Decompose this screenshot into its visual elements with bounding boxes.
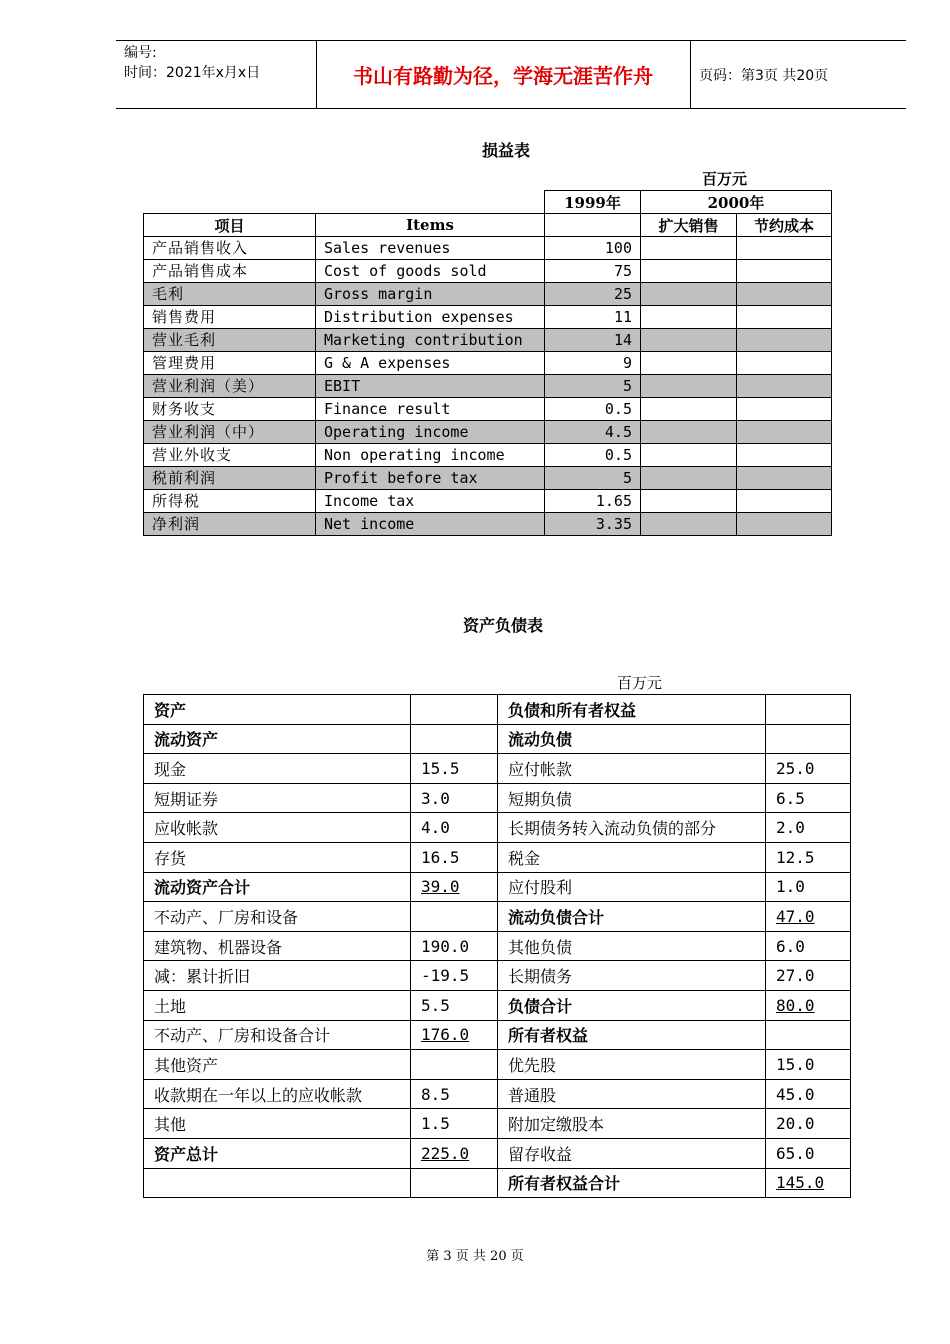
liability-value-cell: [766, 1109, 851, 1139]
asset-label-cell: [144, 961, 411, 991]
value-1999-cell: 5: [545, 375, 641, 398]
table-row: [144, 931, 851, 961]
table-row: [144, 260, 832, 283]
asset-label-cell-text: 不动产、厂房和设备合计: [154, 1026, 331, 1046]
item-cn-cell: 营业外收支: [144, 444, 316, 467]
value-1999-cell: 75: [545, 260, 641, 283]
income-column-header-row: [144, 214, 832, 237]
save-cost-cell: [737, 398, 832, 421]
table-row: [144, 783, 851, 813]
value-1999-cell: 25: [545, 283, 641, 306]
save-cost-cell: [737, 283, 832, 306]
asset-label-cell-text: 流动资产: [154, 730, 219, 750]
table-row: [144, 724, 851, 754]
save-cost-cell: [737, 260, 832, 283]
liability-value-cell: [766, 1138, 851, 1168]
expand-sales-cell: [641, 329, 737, 352]
expand-sales-cell: [641, 490, 737, 513]
asset-value-cell: [411, 695, 498, 725]
value-1999-cell: 14: [545, 329, 641, 352]
liability-label-cell: [498, 961, 766, 991]
asset-label-cell: [144, 902, 411, 932]
table-row: [144, 306, 832, 329]
value-1999-cell: 0.5: [545, 398, 641, 421]
year-2000-header: 2000年: [641, 191, 832, 214]
asset-label-cell-text: 建筑物、机器设备: [154, 937, 283, 957]
asset-value-cell-text: -19.5: [421, 966, 470, 986]
asset-value-cell: [411, 961, 498, 991]
asset-value-cell: [411, 724, 498, 754]
table-row: [144, 283, 832, 306]
liability-value-cell: [766, 990, 851, 1020]
balance-rows: [144, 695, 851, 1198]
table-row: [144, 961, 851, 991]
asset-value-cell: [411, 990, 498, 1020]
item-en-cell: Profit before tax: [316, 467, 545, 490]
asset-label-cell-text: 减：累计折旧: [154, 967, 251, 987]
save-cost-cell: [737, 375, 832, 398]
income-statement-table: [143, 190, 832, 536]
liability-value-cell: [766, 1079, 851, 1109]
liability-label-cell-text: 应付帐款: [508, 759, 573, 779]
asset-label-cell-text: 不动产、厂房和设备: [154, 907, 299, 927]
asset-value-cell: [411, 1079, 498, 1109]
liability-value-cell-text: 27.0: [776, 966, 815, 986]
save-cost-cell: [737, 444, 832, 467]
header-divider: [690, 41, 691, 108]
item-cn-cell: 产品销售收入: [144, 237, 316, 260]
value-1999-cell: 0.5: [545, 444, 641, 467]
liability-label-cell: [498, 724, 766, 754]
number-label: 编号:: [124, 45, 157, 61]
asset-value-cell-text: 1.5: [421, 1114, 450, 1134]
expand-sales-cell: [641, 260, 737, 283]
balance-unit: 百万元: [617, 674, 663, 692]
liability-value-cell: [766, 842, 851, 872]
asset-label-cell: [144, 990, 411, 1020]
time-label: 时间：2021年x月x日: [124, 65, 261, 81]
item-en-cell: EBIT: [316, 375, 545, 398]
table-row: [144, 237, 832, 260]
asset-value-cell-text: 176.0: [421, 1025, 470, 1045]
asset-value-cell-text: 3.0: [421, 788, 450, 808]
liability-label-cell: [498, 990, 766, 1020]
liability-value-cell-text: 1.0: [776, 877, 805, 897]
expand-sales-cell: [641, 513, 737, 536]
liability-value-cell-text: 12.5: [776, 847, 815, 867]
asset-label-cell: [144, 872, 411, 902]
table-row: [144, 754, 851, 784]
liability-value-cell-text: 45.0: [776, 1084, 815, 1104]
liability-value-cell-text: 47.0: [776, 906, 815, 926]
item-en-cell: Operating income: [316, 421, 545, 444]
col-item-en: Items: [316, 214, 545, 237]
liability-value-cell: [766, 961, 851, 991]
col-1999-value: [545, 214, 641, 237]
liability-value-cell: [766, 872, 851, 902]
asset-value-cell: [411, 872, 498, 902]
liability-label-cell-text: 流动负债合计: [508, 907, 605, 927]
liability-label-cell: [498, 813, 766, 843]
asset-value-cell: [411, 783, 498, 813]
header-meta: [124, 43, 260, 83]
col-expand-sales: 扩大销售: [641, 214, 737, 237]
liability-value-cell: [766, 783, 851, 813]
table-row: [144, 1020, 851, 1050]
liability-label-cell-text: 优先股: [508, 1055, 557, 1075]
item-cn-cell: 产品销售成本: [144, 260, 316, 283]
liability-value-cell-text: 145.0: [776, 1173, 825, 1193]
table-row: [144, 1050, 851, 1080]
liability-value-cell: [766, 724, 851, 754]
asset-value-cell: [411, 1050, 498, 1080]
liability-value-cell-text: 65.0: [776, 1143, 815, 1163]
table-row: [144, 1079, 851, 1109]
asset-label-cell: [144, 754, 411, 784]
page-header: [116, 40, 906, 109]
asset-value-cell: [411, 1020, 498, 1050]
liability-value-cell: [766, 1168, 851, 1198]
liability-label-cell: [498, 1168, 766, 1198]
liability-label-cell: [498, 842, 766, 872]
asset-label-cell-text: 资产: [154, 700, 187, 720]
expand-sales-cell: [641, 375, 737, 398]
liability-label-cell-text: 应付股利: [508, 878, 573, 898]
table-row: [144, 1138, 851, 1168]
liability-label-cell: [498, 754, 766, 784]
page-footer: 第 3 页 共 20 页: [426, 1249, 524, 1264]
header-motto: 书山有路勤为径，学海无涯苦作舟: [353, 64, 653, 88]
liability-label-cell: [498, 872, 766, 902]
asset-label-cell: [144, 813, 411, 843]
asset-label-cell: [144, 1138, 411, 1168]
item-en-cell: Distribution expenses: [316, 306, 545, 329]
liability-label-cell-text: 负债和所有者权益: [508, 700, 637, 720]
item-en-cell: Income tax: [316, 490, 545, 513]
asset-value-cell: [411, 1168, 498, 1198]
save-cost-cell: [737, 467, 832, 490]
liability-label-cell-text: 普通股: [508, 1085, 557, 1105]
expand-sales-cell: [641, 421, 737, 444]
asset-value-cell-text: 8.5: [421, 1084, 450, 1104]
table-row: [144, 398, 832, 421]
asset-label-cell: [144, 783, 411, 813]
asset-label-cell: [144, 724, 411, 754]
year-1999-header: 1999年: [545, 191, 641, 214]
asset-label-cell-text: 存货: [154, 848, 187, 868]
asset-label-cell: [144, 695, 411, 725]
asset-value-cell-text: 4.0: [421, 818, 450, 838]
liability-value-cell: [766, 695, 851, 725]
income-unit: 百万元: [702, 170, 748, 188]
asset-label-cell: [144, 931, 411, 961]
balance-sheet-table: [143, 694, 851, 1198]
liability-value-cell: [766, 1050, 851, 1080]
asset-label-cell-text: 现金: [154, 759, 187, 779]
value-1999-cell: 11: [545, 306, 641, 329]
asset-label-cell-text: 收款期在一年以上的应收帐款: [154, 1085, 363, 1105]
asset-label-cell-text: 资产总计: [154, 1144, 219, 1164]
expand-sales-cell: [641, 237, 737, 260]
asset-value-cell: [411, 902, 498, 932]
asset-value-cell-text: 16.5: [421, 847, 460, 867]
item-cn-cell: 财务收支: [144, 398, 316, 421]
liability-label-cell-text: 其他负债: [508, 937, 573, 957]
asset-value-cell: [411, 813, 498, 843]
item-cn-cell: 税前利润: [144, 467, 316, 490]
item-cn-cell: 管理费用: [144, 352, 316, 375]
table-row: [144, 467, 832, 490]
value-1999-cell: 5: [545, 467, 641, 490]
asset-label-cell-text: 其他: [154, 1115, 187, 1135]
save-cost-cell: [737, 237, 832, 260]
table-row: [144, 490, 832, 513]
balance-title: 资产负债表: [463, 616, 544, 635]
table-row: [144, 375, 832, 398]
item-cn-cell: 营业利润（美）: [144, 375, 316, 398]
value-1999-cell: 1.65: [545, 490, 641, 513]
item-cn-cell: 毛利: [144, 283, 316, 306]
liability-value-cell-text: 2.0: [776, 818, 805, 838]
save-cost-cell: [737, 490, 832, 513]
asset-value-cell-text: 225.0: [421, 1143, 470, 1163]
table-row: [144, 421, 832, 444]
value-1999-cell: 100: [545, 237, 641, 260]
save-cost-cell: [737, 352, 832, 375]
liability-label-cell: [498, 783, 766, 813]
asset-label-cell: [144, 1168, 411, 1198]
save-cost-cell: [737, 329, 832, 352]
asset-label-cell: [144, 1109, 411, 1139]
value-1999-cell: 3.35: [545, 513, 641, 536]
liability-label-cell: [498, 931, 766, 961]
asset-label-cell-text: 流动资产合计: [154, 878, 251, 898]
liability-label-cell-text: 所有者权益: [508, 1026, 589, 1046]
asset-value-cell-text: 15.5: [421, 758, 460, 778]
item-cn-cell: 所得税: [144, 490, 316, 513]
liability-value-cell: [766, 754, 851, 784]
liability-label-cell-text: 附加定缴股本: [508, 1115, 605, 1135]
item-en-cell: Net income: [316, 513, 545, 536]
asset-label-cell-text: 土地: [154, 996, 187, 1016]
liability-label-cell-text: 短期负债: [508, 789, 573, 809]
table-row: [144, 352, 832, 375]
income-rows: [144, 237, 832, 536]
asset-label-cell-text: 应收帐款: [154, 819, 219, 839]
liability-label-cell: [498, 1050, 766, 1080]
asset-value-cell-text: 190.0: [421, 936, 470, 956]
liability-value-cell-text: 80.0: [776, 995, 815, 1015]
expand-sales-cell: [641, 444, 737, 467]
item-en-cell: Cost of goods sold: [316, 260, 545, 283]
asset-label-cell-text: 短期证券: [154, 789, 219, 809]
liability-label-cell: [498, 1020, 766, 1050]
asset-label-cell: [144, 1079, 411, 1109]
col-item-cn: 项目: [144, 214, 316, 237]
item-en-cell: Finance result: [316, 398, 545, 421]
item-en-cell: Non operating income: [316, 444, 545, 467]
value-1999-cell: 9: [545, 352, 641, 375]
expand-sales-cell: [641, 306, 737, 329]
liability-value-cell: [766, 813, 851, 843]
liability-value-cell: [766, 931, 851, 961]
asset-value-cell: [411, 1138, 498, 1168]
item-en-cell: Gross margin: [316, 283, 545, 306]
asset-value-cell: [411, 1109, 498, 1139]
table-row: [144, 842, 851, 872]
asset-value-cell: [411, 931, 498, 961]
table-row: [144, 513, 832, 536]
item-en-cell: G & A expenses: [316, 352, 545, 375]
liability-value-cell: [766, 902, 851, 932]
col-save-cost: 节约成本: [737, 214, 832, 237]
liability-value-cell-text: 6.5: [776, 788, 805, 808]
asset-value-cell-text: 5.5: [421, 995, 450, 1015]
table-row: [144, 329, 832, 352]
liability-label-cell-text: 长期债务转入流动负债的部分: [508, 819, 717, 839]
page-number-label: 页码：第3页 共20页: [699, 67, 829, 84]
asset-label-cell-text: 其他资产: [154, 1055, 219, 1075]
table-row: [144, 990, 851, 1020]
liability-label-cell-text: 长期债务: [508, 967, 573, 987]
liability-value-cell-text: 20.0: [776, 1114, 815, 1134]
asset-value-cell-text: 39.0: [421, 877, 460, 897]
table-row: [144, 444, 832, 467]
table-row: [144, 872, 851, 902]
item-cn-cell: 净利润: [144, 513, 316, 536]
expand-sales-cell: [641, 352, 737, 375]
asset-label-cell: [144, 842, 411, 872]
liability-value-cell-text: 6.0: [776, 936, 805, 956]
asset-label-cell: [144, 1050, 411, 1080]
liability-value-cell: [766, 1020, 851, 1050]
asset-value-cell: [411, 842, 498, 872]
liability-label-cell-text: 留存收益: [508, 1144, 573, 1164]
income-year-row: [144, 191, 832, 214]
asset-value-cell: [411, 754, 498, 784]
item-en-cell: Sales revenues: [316, 237, 545, 260]
liability-label-cell: [498, 902, 766, 932]
liability-label-cell: [498, 1109, 766, 1139]
expand-sales-cell: [641, 283, 737, 306]
table-row: [144, 695, 851, 725]
liability-value-cell-text: 15.0: [776, 1054, 815, 1074]
value-1999-cell: 4.5: [545, 421, 641, 444]
item-cn-cell: 销售费用: [144, 306, 316, 329]
item-cn-cell: 营业毛利: [144, 329, 316, 352]
table-row: [144, 813, 851, 843]
liability-label-cell: [498, 695, 766, 725]
save-cost-cell: [737, 421, 832, 444]
liability-label-cell-text: 流动负债: [508, 730, 573, 750]
save-cost-cell: [737, 306, 832, 329]
income-title: 损益表: [482, 141, 531, 160]
table-row: [144, 902, 851, 932]
liability-label-cell: [498, 1079, 766, 1109]
liability-label-cell-text: 所有者权益合计: [508, 1174, 621, 1194]
liability-label-cell-text: 负债合计: [508, 996, 573, 1016]
asset-label-cell: [144, 1020, 411, 1050]
table-row: [144, 1168, 851, 1198]
expand-sales-cell: [641, 467, 737, 490]
item-cn-cell: 营业利润（中）: [144, 421, 316, 444]
liability-label-cell-text: 税金: [508, 848, 541, 868]
liability-value-cell-text: 25.0: [776, 758, 815, 778]
expand-sales-cell: [641, 398, 737, 421]
table-row: [144, 1109, 851, 1139]
save-cost-cell: [737, 513, 832, 536]
item-en-cell: Marketing contribution: [316, 329, 545, 352]
liability-label-cell: [498, 1138, 766, 1168]
